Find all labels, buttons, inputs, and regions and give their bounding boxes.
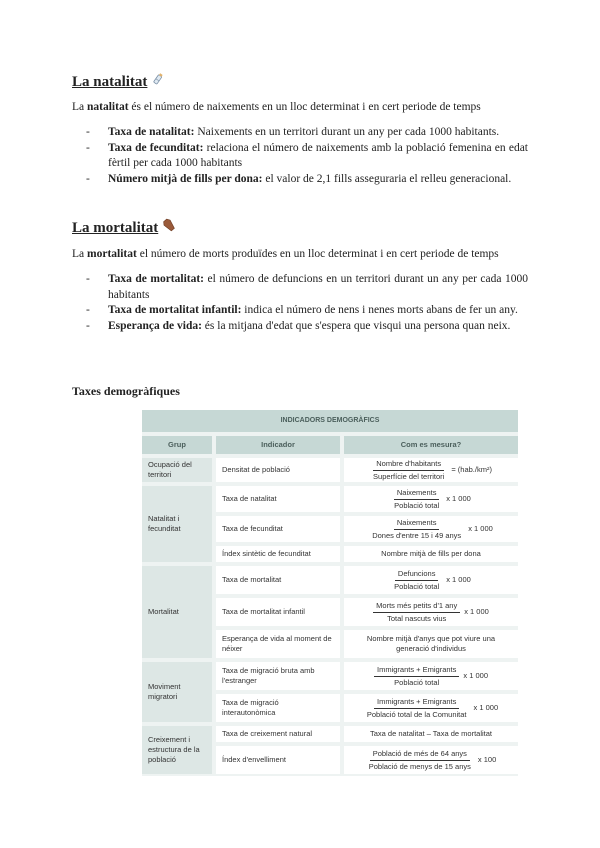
indicadors-table <box>142 410 518 776</box>
measure-cell: Taxa de natalitat – Taxa de mortalitat <box>344 726 518 742</box>
list-item: - Taxa de fecunditat: relaciona el número de naixements amb la població femenina en edat fèrtil per cada 1000 habitants <box>86 141 528 172</box>
indicator-cell: Taxa de migració bruta amb l'estranger <box>216 662 340 690</box>
indicator-cell: Índex d'envelliment <box>216 746 340 774</box>
natalitat-heading: La natalitat <box>72 72 165 91</box>
header-grup: Grup <box>142 436 212 454</box>
measure-cell: $\frac{\text{Nombre d'habitants}}{\text{Superfície del territori}}$ = (hab./km²) <box>344 458 518 482</box>
coffin-icon <box>162 218 176 237</box>
indicator-cell: Índex sintètic de fecunditat <box>216 546 340 562</box>
mortalitat-list <box>86 272 528 334</box>
measure-cell: $\frac{\text{Defuncions}}{\text{Població total}}$ x 1 000 <box>344 566 518 594</box>
indicator-cell: Taxa de natalitat <box>216 486 340 512</box>
list-item: - Número mitjà de fills per dona: el valor de 2,1 fills asseguraria el relleu generacional. <box>86 172 528 188</box>
measure-cell: $\frac{\text{Naixements}}{\text{Població total}}$ x 1 000 <box>344 486 518 512</box>
measure-cell: Nombre mitjà de fills per dona <box>344 546 518 562</box>
mortalitat-intro: La mortalitat el número de morts produïdes en un lloc determinat i en cert periode de temps <box>72 248 499 260</box>
group-natalitat: Natalitat i fecunditat <box>142 486 212 562</box>
group-creixement: Creixement i estructura de la població <box>142 726 212 774</box>
header-indicador: Indicador <box>216 436 340 454</box>
natalitat-list <box>86 125 528 187</box>
measure-cell: $\frac{\text{Naixements}}{\text{Dones d'entre 15 i 49 anys}}$ x 1 000 <box>344 516 518 542</box>
measure-cell: $\frac{\text{Morts més petits d'1 any}}{\text{Total nascuts vius}}$ x 1 000 <box>344 598 518 626</box>
indicator-cell: Taxa de fecunditat <box>216 516 340 542</box>
measure-cell: $\frac{\text{Immigrants + Emigrants}}{\text{Població total}}$ x 1 000 <box>344 662 518 690</box>
list-item: - Taxa de mortalitat: el número de defuncions en un territori durant un any per cada 1000 habitants <box>86 272 528 303</box>
table-title: INDICADORS DEMOGRÀFICS <box>142 410 518 432</box>
indicator-cell: Taxa de mortalitat <box>216 566 340 594</box>
list-item: - Taxa de natalitat: Naixements en un territori durant un any per cada 1000 habitants. <box>86 125 528 141</box>
header-com-es-mesura: Com es mesura? <box>344 436 518 454</box>
natalitat-intro: La natalitat és el número de naixements en un lloc determinat i en cert periode de temps <box>72 101 481 113</box>
indicator-cell: Taxa de creixement natural <box>216 726 340 742</box>
group-ocupacio: Ocupació del territori <box>142 458 212 482</box>
taxes-heading: Taxes demogràfiques <box>72 384 180 398</box>
indicator-cell: Taxa de mortalitat infantil <box>216 598 340 626</box>
indicator-cell: Esperança de vida al moment de néixer <box>216 630 340 658</box>
measure-cell: Nombre mitjà d'anys que pot viure una generació d'individus <box>344 630 518 658</box>
group-mortalitat: Mortalitat <box>142 566 212 658</box>
measure-cell: $\frac{\text{Immigrants + Emigrants}}{\text{Població total de la Comunitat}}$ x 1 000 <box>344 694 518 722</box>
list-item: - Esperança de vida: és la mitjana d'edat que s'espera que visqui una persona quan neix. <box>86 319 528 335</box>
measure-cell: $\frac{\text{Població de més de 64 anys}}{\text{Població de menys de 15 anys}}$ x 100 <box>344 746 518 774</box>
list-item: - Taxa de mortalitat infantil: indica el número de nens i nenes morts abans de fer un any. <box>86 303 528 319</box>
indicator-cell: Taxa de migració interautonòmica <box>216 694 340 722</box>
baby-bottle-icon <box>151 72 165 91</box>
indicator-cell: Densitat de població <box>216 458 340 482</box>
group-migratori: Moviment migratori <box>142 662 212 722</box>
mortalitat-heading: La mortalitat <box>72 218 176 237</box>
